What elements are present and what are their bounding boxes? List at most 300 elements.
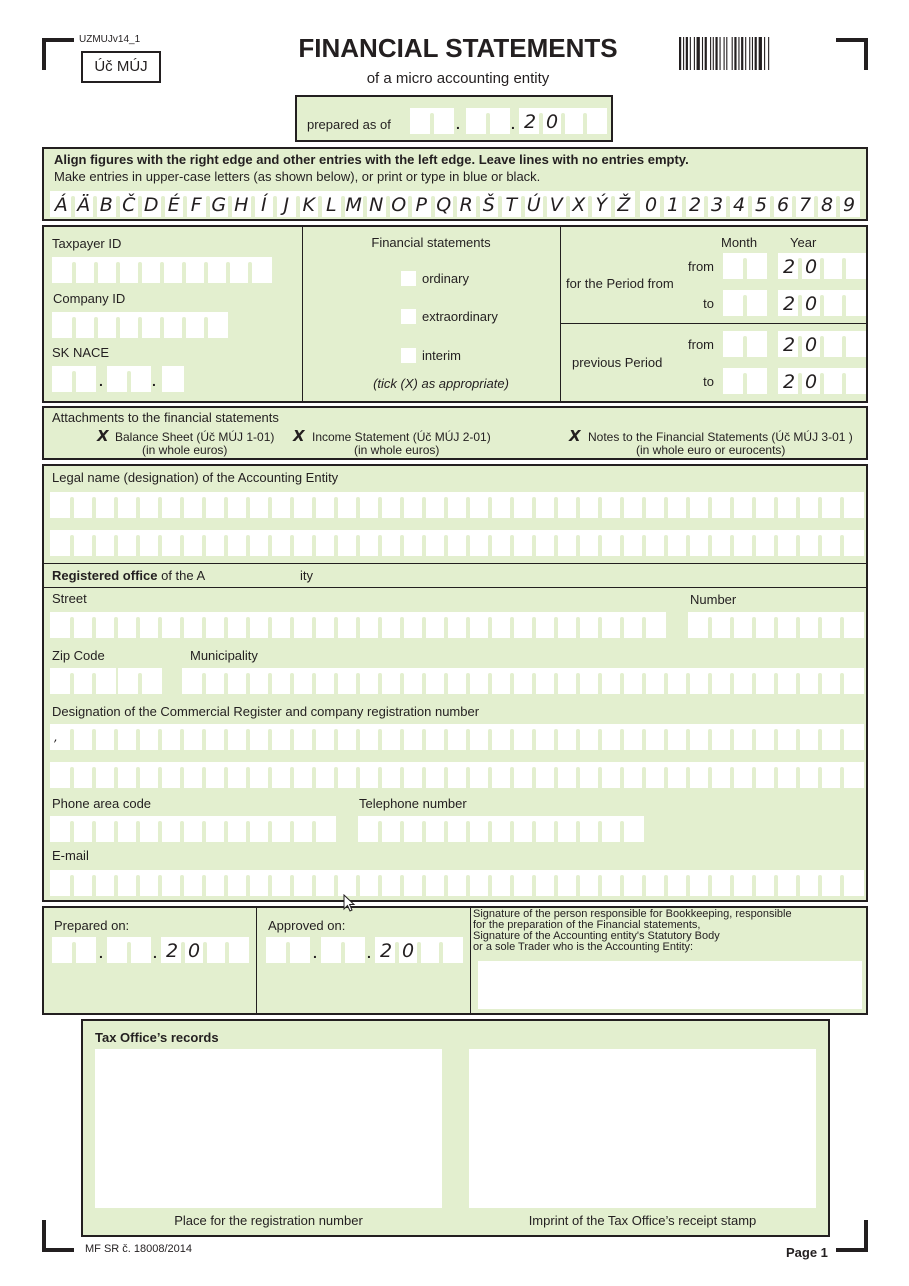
char-cell[interactable] bbox=[160, 870, 182, 896]
char-cell[interactable] bbox=[842, 492, 864, 518]
char-cell[interactable] bbox=[138, 870, 160, 896]
char-cell[interactable] bbox=[798, 612, 820, 638]
char-cell[interactable] bbox=[754, 668, 776, 694]
char-cell[interactable] bbox=[205, 937, 227, 963]
char-cell[interactable] bbox=[140, 312, 162, 338]
char-cell[interactable] bbox=[745, 331, 767, 357]
char-cell[interactable] bbox=[206, 257, 228, 283]
char-cell[interactable] bbox=[446, 530, 468, 556]
char-cell[interactable] bbox=[226, 530, 248, 556]
sk-nace-field-2[interactable] bbox=[107, 366, 151, 392]
char-cell[interactable] bbox=[798, 530, 820, 556]
char-cell[interactable] bbox=[52, 312, 74, 338]
char-cell[interactable] bbox=[490, 492, 512, 518]
char-cell[interactable] bbox=[402, 724, 424, 750]
char-cell[interactable] bbox=[129, 937, 151, 963]
char-cell[interactable] bbox=[842, 668, 864, 694]
char-cell[interactable] bbox=[424, 762, 446, 788]
char-cell[interactable] bbox=[160, 492, 182, 518]
char-cell[interactable] bbox=[710, 492, 732, 518]
prepared-on-day-field[interactable] bbox=[52, 937, 96, 963]
char-cell[interactable] bbox=[375, 937, 397, 963]
register-field-line-2[interactable] bbox=[50, 762, 864, 788]
char-cell[interactable] bbox=[402, 870, 424, 896]
char-cell[interactable] bbox=[321, 937, 343, 963]
char-cell[interactable] bbox=[96, 312, 118, 338]
char-cell[interactable] bbox=[800, 253, 822, 279]
telephone-number-field[interactable] bbox=[358, 816, 644, 842]
char-cell[interactable] bbox=[666, 762, 688, 788]
char-cell[interactable] bbox=[72, 762, 94, 788]
char-cell[interactable] bbox=[468, 816, 490, 842]
char-cell[interactable] bbox=[380, 668, 402, 694]
char-cell[interactable] bbox=[578, 762, 600, 788]
phone-area-code-field[interactable] bbox=[50, 816, 336, 842]
char-cell[interactable] bbox=[534, 816, 556, 842]
char-cell[interactable] bbox=[512, 762, 534, 788]
char-cell[interactable] bbox=[182, 870, 204, 896]
notes-mark[interactable]: X bbox=[569, 427, 581, 445]
approved-on-day-field[interactable] bbox=[266, 937, 310, 963]
char-cell[interactable] bbox=[776, 530, 798, 556]
char-cell[interactable] bbox=[644, 530, 666, 556]
char-cell[interactable] bbox=[754, 530, 776, 556]
char-cell[interactable] bbox=[622, 762, 644, 788]
char-cell[interactable] bbox=[776, 870, 798, 896]
char-cell[interactable] bbox=[723, 290, 745, 316]
char-cell[interactable] bbox=[248, 870, 270, 896]
char-cell[interactable] bbox=[270, 492, 292, 518]
current-period-from-year-field[interactable] bbox=[778, 253, 866, 279]
char-cell[interactable] bbox=[336, 612, 358, 638]
char-cell[interactable] bbox=[644, 724, 666, 750]
char-cell[interactable] bbox=[183, 937, 205, 963]
extraordinary-checkbox[interactable] bbox=[401, 309, 416, 324]
char-cell[interactable] bbox=[556, 668, 578, 694]
char-cell[interactable] bbox=[140, 257, 162, 283]
char-cell[interactable] bbox=[600, 762, 622, 788]
char-cell[interactable] bbox=[745, 368, 767, 394]
char-cell[interactable] bbox=[534, 724, 556, 750]
interim-checkbox[interactable] bbox=[401, 348, 416, 363]
char-cell[interactable] bbox=[270, 724, 292, 750]
char-cell[interactable] bbox=[402, 816, 424, 842]
char-cell[interactable] bbox=[723, 368, 745, 394]
char-cell[interactable] bbox=[578, 870, 600, 896]
char-cell[interactable] bbox=[50, 724, 72, 750]
char-cell[interactable] bbox=[402, 530, 424, 556]
char-cell[interactable] bbox=[600, 612, 622, 638]
char-cell[interactable] bbox=[204, 612, 226, 638]
char-cell[interactable] bbox=[94, 724, 116, 750]
approved-on-month-field[interactable] bbox=[321, 937, 365, 963]
char-cell[interactable] bbox=[798, 724, 820, 750]
char-cell[interactable] bbox=[140, 668, 162, 694]
char-cell[interactable] bbox=[822, 331, 844, 357]
char-cell[interactable] bbox=[490, 530, 512, 556]
char-cell[interactable] bbox=[336, 492, 358, 518]
char-cell[interactable] bbox=[270, 668, 292, 694]
char-cell[interactable] bbox=[72, 816, 94, 842]
char-cell[interactable] bbox=[512, 724, 534, 750]
char-cell[interactable] bbox=[468, 668, 490, 694]
char-cell[interactable] bbox=[446, 492, 468, 518]
char-cell[interactable] bbox=[688, 492, 710, 518]
char-cell[interactable] bbox=[446, 668, 468, 694]
char-cell[interactable] bbox=[446, 870, 468, 896]
char-cell[interactable] bbox=[468, 530, 490, 556]
char-cell[interactable] bbox=[380, 762, 402, 788]
char-cell[interactable] bbox=[710, 530, 732, 556]
previous-period-to-year-field[interactable] bbox=[778, 368, 866, 394]
char-cell[interactable] bbox=[710, 724, 732, 750]
prepared-on-month-field[interactable] bbox=[107, 937, 151, 963]
char-cell[interactable] bbox=[776, 668, 798, 694]
char-cell[interactable] bbox=[74, 257, 96, 283]
current-period-from-month-field[interactable] bbox=[723, 253, 767, 279]
char-cell[interactable] bbox=[50, 668, 72, 694]
char-cell[interactable] bbox=[94, 816, 116, 842]
char-cell[interactable] bbox=[94, 762, 116, 788]
char-cell[interactable] bbox=[622, 492, 644, 518]
sk-nace-field-1[interactable] bbox=[52, 366, 96, 392]
char-cell[interactable] bbox=[578, 724, 600, 750]
char-cell[interactable] bbox=[578, 612, 600, 638]
char-cell[interactable] bbox=[72, 870, 94, 896]
char-cell[interactable] bbox=[745, 253, 767, 279]
char-cell[interactable] bbox=[182, 724, 204, 750]
char-cell[interactable] bbox=[622, 668, 644, 694]
char-cell[interactable] bbox=[776, 762, 798, 788]
char-cell[interactable] bbox=[732, 612, 754, 638]
char-cell[interactable] bbox=[798, 762, 820, 788]
char-cell[interactable] bbox=[226, 492, 248, 518]
char-cell[interactable] bbox=[844, 331, 866, 357]
char-cell[interactable] bbox=[248, 530, 270, 556]
char-cell[interactable] bbox=[710, 668, 732, 694]
char-cell[interactable] bbox=[754, 870, 776, 896]
char-cell[interactable] bbox=[358, 870, 380, 896]
char-cell[interactable] bbox=[441, 937, 463, 963]
char-cell[interactable] bbox=[288, 937, 310, 963]
char-cell[interactable] bbox=[116, 870, 138, 896]
char-cell[interactable] bbox=[798, 870, 820, 896]
char-cell[interactable] bbox=[116, 612, 138, 638]
char-cell[interactable] bbox=[380, 492, 402, 518]
char-cell[interactable] bbox=[710, 762, 732, 788]
char-cell[interactable] bbox=[688, 724, 710, 750]
char-cell[interactable] bbox=[820, 724, 842, 750]
company-id-field[interactable] bbox=[52, 312, 228, 338]
char-cell[interactable] bbox=[336, 668, 358, 694]
char-cell[interactable] bbox=[844, 368, 866, 394]
char-cell[interactable] bbox=[138, 762, 160, 788]
char-cell[interactable] bbox=[666, 870, 688, 896]
char-cell[interactable] bbox=[292, 668, 314, 694]
char-cell[interactable] bbox=[600, 668, 622, 694]
char-cell[interactable] bbox=[107, 937, 129, 963]
char-cell[interactable] bbox=[666, 492, 688, 518]
char-cell[interactable] bbox=[820, 612, 842, 638]
char-cell[interactable] bbox=[622, 724, 644, 750]
char-cell[interactable] bbox=[512, 668, 534, 694]
char-cell[interactable] bbox=[732, 530, 754, 556]
char-cell[interactable] bbox=[336, 762, 358, 788]
char-cell[interactable] bbox=[622, 816, 644, 842]
char-cell[interactable] bbox=[250, 257, 272, 283]
char-cell[interactable] bbox=[50, 530, 72, 556]
char-cell[interactable] bbox=[162, 312, 184, 338]
char-cell[interactable] bbox=[776, 492, 798, 518]
char-cell[interactable] bbox=[600, 816, 622, 842]
char-cell[interactable] bbox=[270, 530, 292, 556]
char-cell[interactable] bbox=[512, 816, 534, 842]
char-cell[interactable] bbox=[248, 724, 270, 750]
char-cell[interactable] bbox=[512, 530, 534, 556]
registration-number-area[interactable] bbox=[95, 1049, 442, 1208]
char-cell[interactable] bbox=[534, 612, 556, 638]
char-cell[interactable] bbox=[358, 762, 380, 788]
char-cell[interactable] bbox=[490, 870, 512, 896]
char-cell[interactable] bbox=[162, 257, 184, 283]
char-cell[interactable] bbox=[644, 492, 666, 518]
char-cell[interactable] bbox=[118, 668, 140, 694]
char-cell[interactable] bbox=[820, 668, 842, 694]
char-cell[interactable] bbox=[292, 724, 314, 750]
char-cell[interactable] bbox=[160, 724, 182, 750]
char-cell[interactable] bbox=[424, 724, 446, 750]
char-cell[interactable] bbox=[52, 257, 74, 283]
char-cell[interactable] bbox=[138, 816, 160, 842]
char-cell[interactable] bbox=[776, 612, 798, 638]
char-cell[interactable] bbox=[424, 870, 446, 896]
char-cell[interactable] bbox=[556, 762, 578, 788]
char-cell[interactable] bbox=[204, 870, 226, 896]
char-cell[interactable] bbox=[446, 724, 468, 750]
char-cell[interactable] bbox=[50, 492, 72, 518]
char-cell[interactable] bbox=[490, 816, 512, 842]
char-cell[interactable] bbox=[512, 612, 534, 638]
char-cell[interactable] bbox=[182, 530, 204, 556]
char-cell[interactable] bbox=[512, 492, 534, 518]
char-cell[interactable] bbox=[248, 668, 270, 694]
char-cell[interactable] bbox=[666, 530, 688, 556]
prepared-on-year-field[interactable] bbox=[161, 937, 249, 963]
char-cell[interactable] bbox=[490, 612, 512, 638]
char-cell[interactable] bbox=[380, 724, 402, 750]
char-cell[interactable] bbox=[468, 612, 490, 638]
char-cell[interactable] bbox=[184, 312, 206, 338]
char-cell[interactable] bbox=[94, 492, 116, 518]
char-cell[interactable] bbox=[292, 530, 314, 556]
char-cell[interactable] bbox=[270, 870, 292, 896]
char-cell[interactable] bbox=[116, 492, 138, 518]
char-cell[interactable] bbox=[732, 668, 754, 694]
char-cell[interactable] bbox=[402, 492, 424, 518]
email-field[interactable] bbox=[50, 870, 864, 896]
char-cell[interactable] bbox=[556, 530, 578, 556]
char-cell[interactable] bbox=[116, 724, 138, 750]
char-cell[interactable] bbox=[292, 492, 314, 518]
char-cell[interactable] bbox=[424, 816, 446, 842]
char-cell[interactable] bbox=[778, 368, 800, 394]
char-cell[interactable] bbox=[358, 530, 380, 556]
char-cell[interactable] bbox=[72, 612, 94, 638]
char-cell[interactable] bbox=[72, 724, 94, 750]
char-cell[interactable] bbox=[512, 870, 534, 896]
char-cell[interactable] bbox=[644, 612, 666, 638]
prepared-month-field[interactable] bbox=[466, 108, 510, 134]
char-cell[interactable] bbox=[160, 762, 182, 788]
char-cell[interactable] bbox=[754, 762, 776, 788]
char-cell[interactable] bbox=[94, 870, 116, 896]
char-cell[interactable] bbox=[182, 762, 204, 788]
char-cell[interactable] bbox=[292, 870, 314, 896]
char-cell[interactable] bbox=[270, 816, 292, 842]
char-cell[interactable] bbox=[490, 668, 512, 694]
char-cell[interactable] bbox=[358, 612, 380, 638]
char-cell[interactable] bbox=[578, 492, 600, 518]
char-cell[interactable] bbox=[776, 724, 798, 750]
char-cell[interactable] bbox=[820, 870, 842, 896]
char-cell[interactable] bbox=[248, 816, 270, 842]
current-period-to-year-field[interactable] bbox=[778, 290, 866, 316]
char-cell[interactable] bbox=[644, 870, 666, 896]
char-cell[interactable] bbox=[622, 870, 644, 896]
char-cell[interactable] bbox=[688, 668, 710, 694]
char-cell[interactable] bbox=[314, 724, 336, 750]
char-cell[interactable] bbox=[600, 870, 622, 896]
sk-nace-field-3[interactable] bbox=[162, 366, 184, 392]
char-cell[interactable] bbox=[160, 612, 182, 638]
char-cell[interactable] bbox=[419, 937, 441, 963]
char-cell[interactable] bbox=[314, 816, 336, 842]
char-cell[interactable] bbox=[842, 612, 864, 638]
char-cell[interactable] bbox=[72, 492, 94, 518]
char-cell[interactable] bbox=[116, 762, 138, 788]
char-cell[interactable] bbox=[402, 762, 424, 788]
char-cell[interactable] bbox=[160, 530, 182, 556]
char-cell[interactable] bbox=[50, 816, 72, 842]
char-cell[interactable] bbox=[138, 612, 160, 638]
char-cell[interactable] bbox=[226, 724, 248, 750]
char-cell[interactable] bbox=[754, 492, 776, 518]
prepared-year-field[interactable] bbox=[519, 108, 607, 134]
char-cell[interactable] bbox=[844, 253, 866, 279]
char-cell[interactable] bbox=[314, 762, 336, 788]
char-cell[interactable] bbox=[270, 612, 292, 638]
previous-period-from-year-field[interactable] bbox=[778, 331, 866, 357]
char-cell[interactable] bbox=[622, 530, 644, 556]
char-cell[interactable] bbox=[358, 816, 380, 842]
char-cell[interactable] bbox=[94, 668, 116, 694]
char-cell[interactable] bbox=[138, 530, 160, 556]
char-cell[interactable] bbox=[182, 612, 204, 638]
char-cell[interactable] bbox=[314, 492, 336, 518]
char-cell[interactable] bbox=[688, 762, 710, 788]
char-cell[interactable] bbox=[723, 331, 745, 357]
char-cell[interactable] bbox=[556, 816, 578, 842]
char-cell[interactable] bbox=[732, 492, 754, 518]
legal-name-field-line-2[interactable] bbox=[50, 530, 864, 556]
char-cell[interactable] bbox=[490, 762, 512, 788]
char-cell[interactable] bbox=[490, 724, 512, 750]
char-cell[interactable] bbox=[270, 762, 292, 788]
char-cell[interactable] bbox=[336, 724, 358, 750]
char-cell[interactable] bbox=[745, 290, 767, 316]
char-cell[interactable] bbox=[72, 668, 94, 694]
char-cell[interactable] bbox=[380, 870, 402, 896]
char-cell[interactable] bbox=[204, 668, 226, 694]
char-cell[interactable] bbox=[800, 290, 822, 316]
char-cell[interactable] bbox=[822, 290, 844, 316]
char-cell[interactable] bbox=[343, 937, 365, 963]
char-cell[interactable] bbox=[578, 530, 600, 556]
char-cell[interactable] bbox=[556, 870, 578, 896]
char-cell[interactable] bbox=[534, 492, 556, 518]
char-cell[interactable] bbox=[248, 492, 270, 518]
char-cell[interactable] bbox=[204, 762, 226, 788]
char-cell[interactable] bbox=[424, 668, 446, 694]
char-cell[interactable] bbox=[94, 612, 116, 638]
current-period-to-month-field[interactable] bbox=[723, 290, 767, 316]
char-cell[interactable] bbox=[226, 870, 248, 896]
char-cell[interactable] bbox=[248, 612, 270, 638]
char-cell[interactable] bbox=[578, 668, 600, 694]
char-cell[interactable] bbox=[534, 870, 556, 896]
char-cell[interactable] bbox=[842, 724, 864, 750]
char-cell[interactable] bbox=[314, 612, 336, 638]
char-cell[interactable] bbox=[228, 257, 250, 283]
char-cell[interactable] bbox=[116, 530, 138, 556]
approved-on-year-field[interactable] bbox=[375, 937, 463, 963]
char-cell[interactable] bbox=[778, 290, 800, 316]
char-cell[interactable] bbox=[118, 257, 140, 283]
char-cell[interactable] bbox=[424, 530, 446, 556]
char-cell[interactable] bbox=[710, 870, 732, 896]
char-cell[interactable] bbox=[184, 257, 206, 283]
char-cell[interactable] bbox=[666, 668, 688, 694]
char-cell[interactable] bbox=[314, 530, 336, 556]
char-cell[interactable] bbox=[424, 492, 446, 518]
char-cell[interactable] bbox=[74, 937, 96, 963]
char-cell[interactable] bbox=[820, 530, 842, 556]
char-cell[interactable] bbox=[424, 612, 446, 638]
income-statement-mark[interactable]: X bbox=[293, 427, 305, 445]
char-cell[interactable] bbox=[336, 870, 358, 896]
previous-period-from-month-field[interactable] bbox=[723, 331, 767, 357]
street-field[interactable] bbox=[50, 612, 666, 638]
char-cell[interactable] bbox=[534, 668, 556, 694]
char-cell[interactable] bbox=[622, 612, 644, 638]
char-cell[interactable] bbox=[161, 937, 183, 963]
previous-period-to-month-field[interactable] bbox=[723, 368, 767, 394]
char-cell[interactable] bbox=[182, 668, 204, 694]
char-cell[interactable] bbox=[666, 724, 688, 750]
char-cell[interactable] bbox=[820, 492, 842, 518]
char-cell[interactable] bbox=[822, 253, 844, 279]
char-cell[interactable] bbox=[468, 870, 490, 896]
char-cell[interactable] bbox=[182, 492, 204, 518]
legal-name-field-line-1[interactable] bbox=[50, 492, 864, 518]
char-cell[interactable] bbox=[732, 724, 754, 750]
char-cell[interactable] bbox=[800, 331, 822, 357]
char-cell[interactable] bbox=[688, 612, 710, 638]
char-cell[interactable] bbox=[644, 762, 666, 788]
char-cell[interactable] bbox=[50, 762, 72, 788]
char-cell[interactable] bbox=[688, 530, 710, 556]
char-cell[interactable] bbox=[50, 612, 72, 638]
